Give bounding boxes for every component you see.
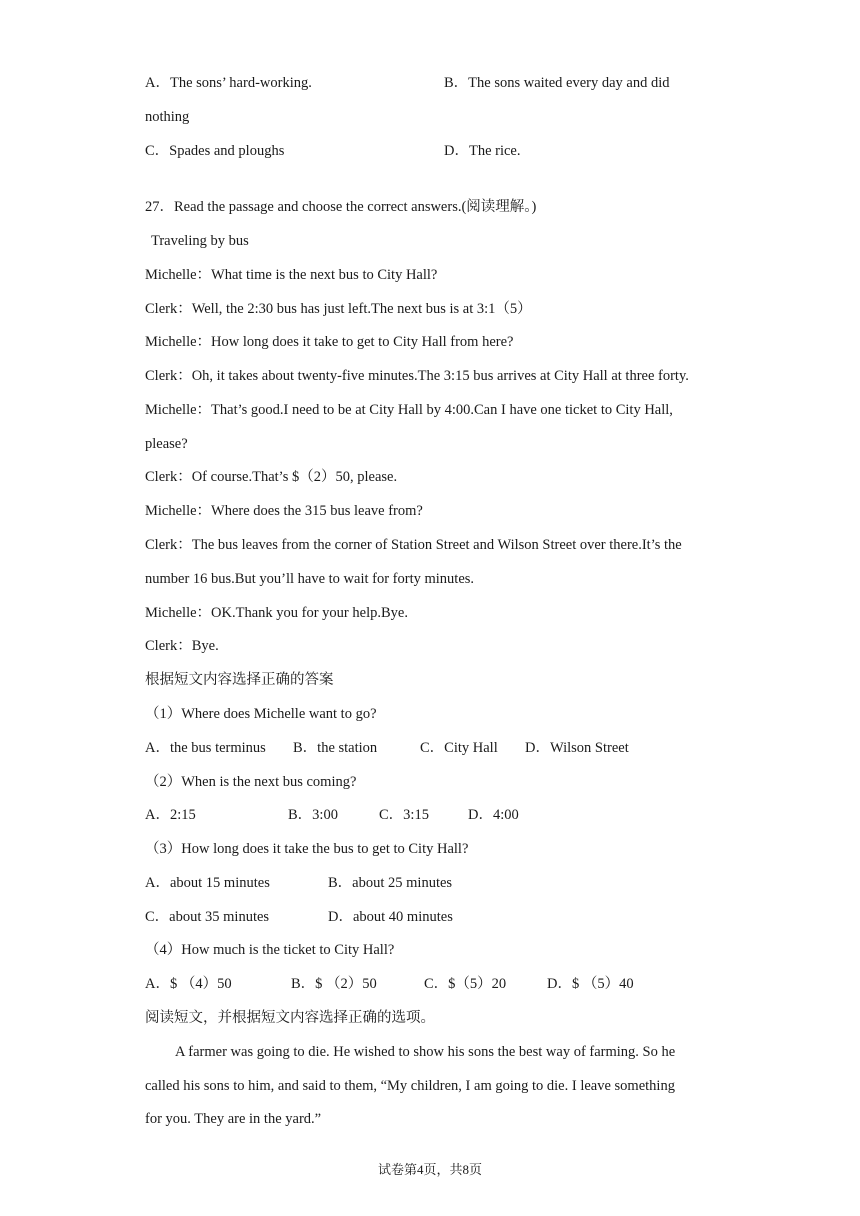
question-stem: （1）Where does Michelle want to go? <box>145 706 377 722</box>
dialogue-line: number 16 bus.But you’ll have to wait for forty minutes. <box>145 571 475 587</box>
q26-option-c: C．Spades and ploughs <box>145 143 285 159</box>
option-c: C．about 35 minutes <box>145 909 270 925</box>
option-b: B．$ （2）50 <box>291 976 377 992</box>
question-options <box>145 805 519 825</box>
question-options <box>145 873 452 893</box>
passage-line: called his sons to him, and said to them, “My children, I am going to die. I leave something <box>145 1078 675 1094</box>
question-options <box>145 738 629 758</box>
option-c: C．City Hall <box>420 740 498 756</box>
question-stem: （4）How much is the ticket to City Hall? <box>145 942 395 958</box>
dialogue-line: Michelle：How long does it take to get to City Hall from here? <box>145 334 514 350</box>
passage-line: A farmer was going to die. He wished to show his sons the best way of farming. So he <box>175 1044 676 1060</box>
dialogue-line: Clerk：The bus leaves from the corner of Station Street and Wilson Street over there.It’s the <box>145 537 682 553</box>
dialogue-line: Michelle：OK.Thank you for your help.Bye. <box>145 605 408 621</box>
option-a: A．about 15 minutes <box>145 875 270 891</box>
q26-option-b-cont: nothing <box>145 109 190 125</box>
option-b: B．3:00 <box>288 807 338 823</box>
q26-option-b: B．The sons waited every day and did <box>444 75 670 91</box>
dialogue-line: Michelle：Where does the 315 bus leave from? <box>145 503 423 519</box>
option-d: D．4:00 <box>468 807 519 823</box>
dialogue-line: Clerk：Well, the 2:30 bus has just left.The next bus is at 3:1（5） <box>145 301 532 317</box>
passage-title: Traveling by bus <box>151 233 249 249</box>
question-options <box>145 974 634 994</box>
option-d: D．Wilson Street <box>525 740 629 756</box>
q27-instruction: 根据短文内容选择正确的答案 <box>145 672 334 688</box>
dialogue-line: please? <box>145 436 188 452</box>
option-c: C．3:15 <box>379 807 429 823</box>
passage-line: for you. They are in the yard.” <box>145 1111 322 1127</box>
passage-instruction: 阅读短文，并根据短文内容选择正确的选项。 <box>145 1010 435 1026</box>
q26-option-a: A．The sons’ hard-working. <box>145 75 312 91</box>
dialogue-line: Clerk：Oh, it takes about twenty-five minutes.The 3:15 bus arrives at City Hall at three forty. <box>145 368 689 384</box>
dialogue-line: Clerk：Bye. <box>145 638 219 654</box>
question-stem: （3）How long does it take the bus to get to City Hall? <box>145 841 469 857</box>
dialogue-line: Clerk：Of course.That’s $（2）50, please. <box>145 469 398 485</box>
dialogue-line: Michelle：That’s good.I need to be at City Hall by 4:00.Can I have one ticket to City Hall, <box>145 402 673 418</box>
question-stem: （2）When is the next bus coming? <box>145 774 357 790</box>
option-a: A．the bus terminus <box>145 740 266 756</box>
dialogue-line: Michelle：What time is the next bus to City Hall? <box>145 267 438 283</box>
q27-header: 27．Read the passage and choose the correct answers.(阅读理解。) <box>145 199 537 215</box>
q26-option-d: D．The rice. <box>444 143 521 159</box>
option-d: D．about 40 minutes <box>328 909 453 925</box>
option-b: B．about 25 minutes <box>328 875 453 891</box>
option-c: C．$（5）20 <box>424 976 507 992</box>
question-options <box>145 907 453 927</box>
option-b: B．the station <box>293 740 378 756</box>
option-a: A．$ （4）50 <box>145 976 232 992</box>
option-a: A．2:15 <box>145 807 196 823</box>
option-d: D．$ （5）40 <box>547 976 634 992</box>
page-footer: 试卷第4页，共8页 <box>377 1162 482 1177</box>
